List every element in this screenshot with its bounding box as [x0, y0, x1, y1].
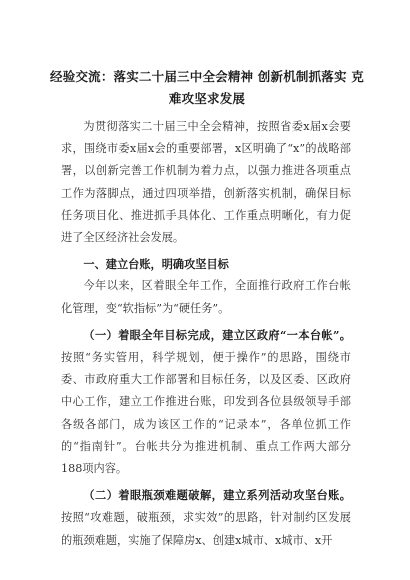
- section-heading-1: 一、建立台账，明确攻坚目标: [83, 257, 229, 272]
- intro-paragraph: 为贯彻落实二十届三中全会精神，按照省委x届x会要求，围绕市委x届x会的重要部署，x区明确了“x”的战略部署，以创新完善工作机制为着力点，以强力推进各项重点工作为落脚点，通过四项举措，创新落实机制，确保目标任务项目化、推进抓手具体化、工作重点明晰化，有力促进了全区经济社会发展。: [61, 120, 351, 245]
- subsection-2-heading: （二）着眼瓶颈难题破解，建立系列活动攻坚台账。: [83, 488, 351, 503]
- subsection-2-text: 按照“攻难题，破瓶颈，求实效”的思路，针对制约区发展的瓶颈难题，实施了保障房x、创建x城市、x城市、x开: [61, 511, 351, 547]
- subsection-1-heading: （一）着眼全年目标完成，建立区政府“一本台帐”。: [83, 327, 351, 342]
- document-title: 经验交流：落实二十届三中全会精神 创新机制抓落实 克难攻坚求发展: [50, 69, 364, 106]
- subsection-1-text: 按照“务实管用，科学规划，便于操作”的思路，围绕市委、市政府重大工作部署和目标任务，以及区委、区政府中心工作，建立工作推进台账，印发到各位县级领导手部各级各部门，成为该区工作的“记录本”，各单位抓工作的“指南针”。台帐共分为推进机制、重点工作两大部分188项内容。: [61, 351, 351, 476]
- subsection-1-paragraph: [61, 324, 351, 480]
- section-1-paragraph: 今年以来，区着眼全年工作，全面推行政府工作台帐化管理，变“软指标”为“硬任务”。: [61, 279, 351, 315]
- subsection-2-paragraph: [61, 484, 351, 552]
- document-body: [61, 116, 351, 552]
